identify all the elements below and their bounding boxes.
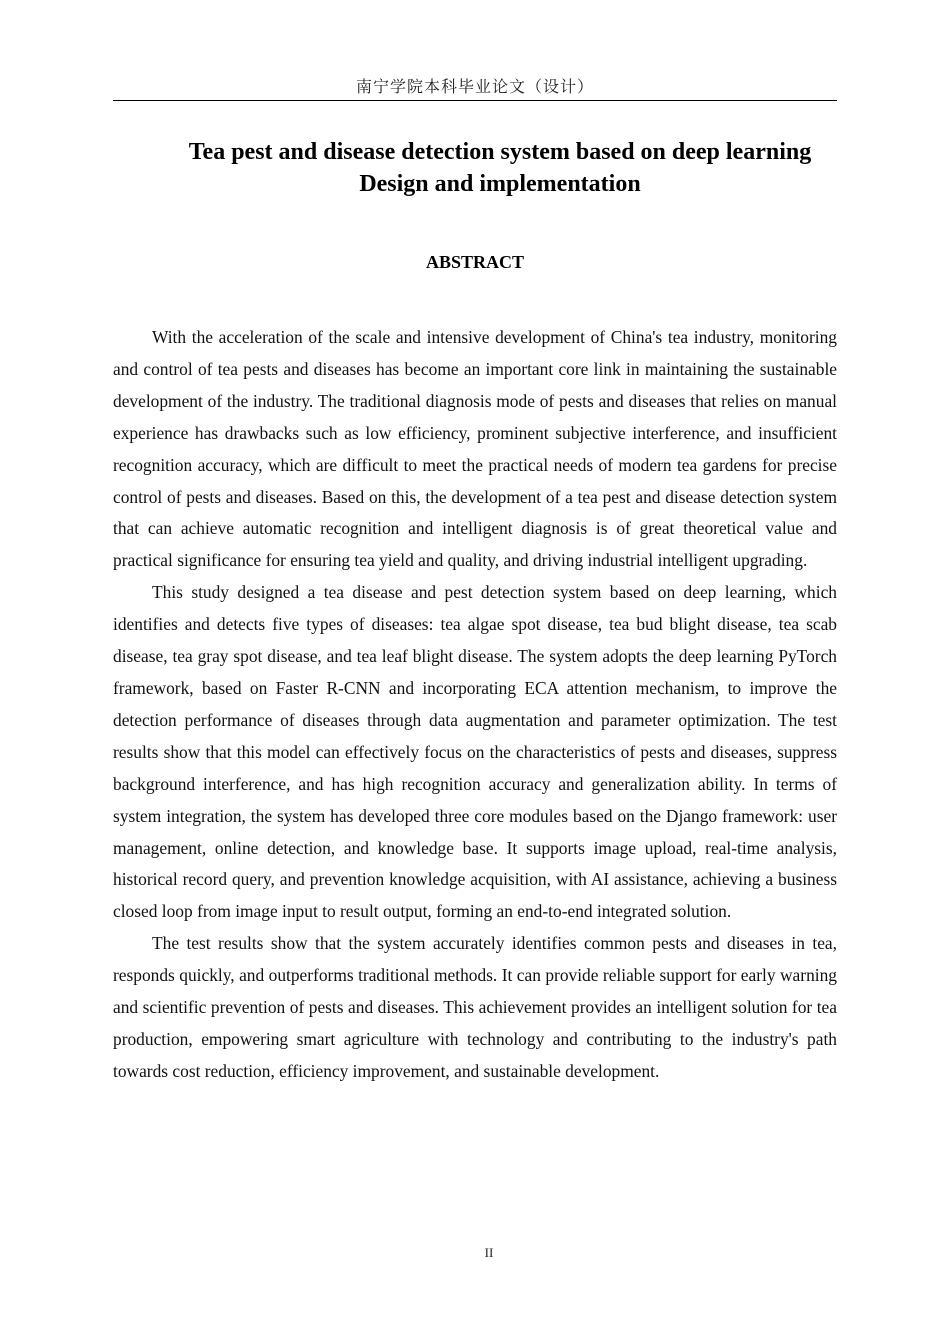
abstract-paragraph-1: With the acceleration of the scale and intensive development of China's tea industry, monitoring and control of tea pests and diseases has become an important core link in maintaining the sustainable development of the industry. The traditional diagnosis mode of pests and diseases that relies on manual experience has drawbacks such as low efficiency, prominent subjective interference, and insufficient recognition accuracy, which are difficult to meet the practical needs of modern tea gardens for precise control of pests and diseases. Based on this, the development of a tea pest and disease detection system that can achieve automatic recognition and intelligent diagnosis is of great theoretical value and practical significance for ensuring tea yield and quality, and driving industrial intelligent upgrading. — [113, 327, 837, 571]
header-divider — [113, 100, 837, 101]
title-line-1: Tea pest and disease detection system based on deep learning — [188, 139, 812, 165]
abstract-heading: ABSTRACT — [425, 252, 525, 272]
abstract-body — [113, 322, 837, 1088]
running-header: 南宁学院本科毕业论文（设计） — [355, 77, 594, 96]
title-line-2: Design and implementation — [359, 171, 641, 197]
abstract-paragraph-2: This study designed a tea disease and pest detection system based on deep learning, which identifies and detects five types of diseases: tea algae spot disease, tea bud blight disease, tea scab disease, tea gray spot disease, and tea leaf blight disease. The system adopts the deep learning PyTorch framework, based on Faster R-CNN and incorporating ECA attention mechanism, to improve the detection performance of diseases through data augmentation and parameter optimization. The test results show that this model can effectively focus on the characteristics of pests and diseases, suppress background interference, and has high recognition accuracy and generalization ability. In terms of system integration, the system has developed three core modules based on the Django framework: user management, online detection, and knowledge base. It supports image upload, real-time analysis, historical record query, and prevention knowledge acquisition, with AI assistance, achieving a business closed loop from image input to result output, forming an end-to-end integrated solution. — [113, 582, 837, 922]
abstract-paragraph-3: The test results show that the system accurately identifies common pests and diseases in tea, responds quickly, and outperforms traditional methods. It can provide reliable support for early warning and scientific prevention of pests and diseases. This achievement provides an intelligent solution for tea production, empowering smart agriculture with technology and contributing to the industry's path towards cost reduction, efficiency improvement, and sustainable development. — [113, 933, 837, 1081]
thesis-title — [130, 136, 870, 200]
page-number: II — [484, 1245, 494, 1260]
